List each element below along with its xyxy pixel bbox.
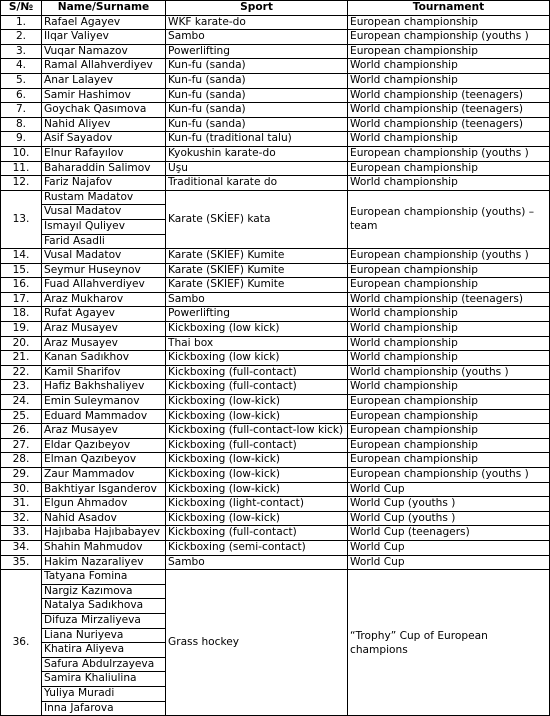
row-number: 23. bbox=[1, 380, 42, 395]
tournament-cell: European championship bbox=[348, 161, 550, 176]
sport-cell: Thai box bbox=[166, 336, 348, 351]
athlete-name: Seymur Huseynov bbox=[42, 263, 166, 278]
row-number: 9. bbox=[1, 132, 42, 147]
table-row bbox=[1, 380, 550, 395]
athlete-name: Hafiz Bakhshaliyev bbox=[42, 380, 166, 395]
row-number: 14. bbox=[1, 249, 42, 264]
athlete-name: Nahid Asadov bbox=[42, 511, 166, 526]
athlete-name: Khatira Aliyeva bbox=[42, 643, 166, 658]
athlete-name: Natalya Sadıkhova bbox=[42, 599, 166, 614]
tournament-cell: World championship bbox=[348, 336, 550, 351]
tournament-cell: World championship bbox=[348, 322, 550, 337]
table-row bbox=[1, 555, 550, 570]
table-row bbox=[1, 511, 550, 526]
table-row bbox=[1, 146, 550, 161]
sport-cell: Kun-fu (sanda) bbox=[166, 103, 348, 118]
table-row bbox=[1, 176, 550, 191]
table-row bbox=[1, 336, 550, 351]
row-number: 25. bbox=[1, 409, 42, 424]
tournament-cell: World championship bbox=[348, 73, 550, 88]
table-row bbox=[1, 540, 550, 555]
athlete-name: Araz Mukharov bbox=[42, 292, 166, 307]
table-row bbox=[1, 570, 550, 585]
row-number: 26. bbox=[1, 424, 42, 439]
athlete-name: Zaur Mammadov bbox=[42, 468, 166, 483]
tournament-cell: World championship (teenagers) bbox=[348, 88, 550, 103]
table-row bbox=[1, 73, 550, 88]
tournament-cell: World championship bbox=[348, 176, 550, 191]
sport-cell: Kickboxing (low-kick) bbox=[166, 395, 348, 410]
tournament-cell: World Cup (teenagers) bbox=[348, 526, 550, 541]
athlete-name: Difuza Mirzaliyeva bbox=[42, 613, 166, 628]
athlete-name: Araz Musayev bbox=[42, 424, 166, 439]
table-row bbox=[1, 351, 550, 366]
table-row bbox=[1, 249, 550, 264]
sport-cell: Kickboxing (full-contact) bbox=[166, 365, 348, 380]
tournament-cell: European championship bbox=[348, 438, 550, 453]
row-number: 32. bbox=[1, 511, 42, 526]
sport-cell: Sambo bbox=[166, 292, 348, 307]
table-row bbox=[1, 88, 550, 103]
table-row bbox=[1, 103, 550, 118]
table-row bbox=[1, 30, 550, 45]
tournament-cell: World Cup (youths ) bbox=[348, 511, 550, 526]
sport-cell: Kyokushin karate-do bbox=[166, 146, 348, 161]
table-row bbox=[1, 307, 550, 322]
athlete-name: Eldar Qazıbeyov bbox=[42, 438, 166, 453]
athlete-name: Emin Suleymanov bbox=[42, 395, 166, 410]
athlete-name: Elnur Rafayılov bbox=[42, 146, 166, 161]
table-row bbox=[1, 453, 550, 468]
row-number: 36. bbox=[1, 570, 42, 716]
table-body bbox=[1, 15, 550, 716]
table-row bbox=[1, 190, 550, 205]
row-number: 4. bbox=[1, 59, 42, 74]
athlete-name: Samira Khaliulina bbox=[42, 672, 166, 687]
athlete-name: Elman Qazıbeyov bbox=[42, 453, 166, 468]
tournament-cell: World championship (youths ) bbox=[348, 365, 550, 380]
sport-cell: Kun-fu (sanda) bbox=[166, 88, 348, 103]
tournament-cell: World Cup bbox=[348, 482, 550, 497]
row-number: 31. bbox=[1, 497, 42, 512]
tournament-cell: European championship bbox=[348, 15, 550, 30]
athlete-name: Safura Abdulrzayeva bbox=[42, 657, 166, 672]
sport-cell: Kickboxing (low-kick) bbox=[166, 409, 348, 424]
row-number: 30. bbox=[1, 482, 42, 497]
athlete-name: Vusal Madatov bbox=[42, 205, 166, 220]
athlete-name: Kamil Sharifov bbox=[42, 365, 166, 380]
row-number: 22. bbox=[1, 365, 42, 380]
row-number: 34. bbox=[1, 540, 42, 555]
table-row bbox=[1, 409, 550, 424]
athlete-name: Fuad Allahverdiyev bbox=[42, 278, 166, 293]
row-number: 3. bbox=[1, 44, 42, 59]
sport-cell: Sambo bbox=[166, 30, 348, 45]
athlete-name: Goychak Qasımova bbox=[42, 103, 166, 118]
row-number: 18. bbox=[1, 307, 42, 322]
athlete-name: Shahin Mahmudov bbox=[42, 540, 166, 555]
athlete-name: Hakim Nazaraliyev bbox=[42, 555, 166, 570]
athlete-name: Rustam Madatov bbox=[42, 190, 166, 205]
tournament-cell: World championship (teenagers) bbox=[348, 292, 550, 307]
athlete-name: Rafael Agayev bbox=[42, 15, 166, 30]
athlete-name: İlqar Valiyev bbox=[42, 30, 166, 45]
tournament-cell: World Cup (youths ) bbox=[348, 497, 550, 512]
row-number: 16. bbox=[1, 278, 42, 293]
tournament-cell: European championship bbox=[348, 263, 550, 278]
sport-cell: Kickboxing (low kick) bbox=[166, 351, 348, 366]
table-row bbox=[1, 322, 550, 337]
sport-cell: Kun-fu (sanda) bbox=[166, 117, 348, 132]
tournament-cell: World Cup bbox=[348, 540, 550, 555]
athlete-name: Araz Musayev bbox=[42, 336, 166, 351]
sport-cell: Karate (SKİEF) kata bbox=[166, 190, 348, 248]
tournament-cell: World championship bbox=[348, 307, 550, 322]
athlete-name: Tatyana Fomina bbox=[42, 570, 166, 585]
table-row bbox=[1, 497, 550, 512]
sport-cell: Sambo bbox=[166, 555, 348, 570]
row-number: 35. bbox=[1, 555, 42, 570]
tournament-cell: European championship bbox=[348, 424, 550, 439]
athlete-name: Anar Lalayev bbox=[42, 73, 166, 88]
tournament-cell: World championship bbox=[348, 351, 550, 366]
row-number: 6. bbox=[1, 88, 42, 103]
table-row bbox=[1, 395, 550, 410]
row-number: 12. bbox=[1, 176, 42, 191]
tournament-cell: European championship (youths ) bbox=[348, 30, 550, 45]
tournament-cell: World Cup bbox=[348, 555, 550, 570]
athlete-name: Elgun Ahmadov bbox=[42, 497, 166, 512]
sport-cell: Grass hockey bbox=[166, 570, 348, 716]
tournament-cell: World championship bbox=[348, 59, 550, 74]
row-number: 15. bbox=[1, 263, 42, 278]
row-number: 19. bbox=[1, 322, 42, 337]
tournament-cell: World championship bbox=[348, 132, 550, 147]
sport-cell: Kun-fu (sanda) bbox=[166, 73, 348, 88]
sport-cell: Kun-fu (sanda) bbox=[166, 59, 348, 74]
athlete-name: Baharaddin Salimov bbox=[42, 161, 166, 176]
sport-cell: Kickboxing (full-contact) bbox=[166, 380, 348, 395]
athlete-name: Kanan Sadıkhov bbox=[42, 351, 166, 366]
row-number: 21. bbox=[1, 351, 42, 366]
tournament-cell: “Trophy” Cup of European champions bbox=[348, 570, 550, 716]
row-number: 11. bbox=[1, 161, 42, 176]
sport-cell: Karate (SKİEF) Kumite bbox=[166, 278, 348, 293]
tournament-cell: World championship bbox=[348, 380, 550, 395]
athlete-name: Vuqar Namazov bbox=[42, 44, 166, 59]
athlete-name: Eduard Mammadov bbox=[42, 409, 166, 424]
tournament-cell: European championship bbox=[348, 395, 550, 410]
row-number: 13. bbox=[1, 190, 42, 248]
table-row bbox=[1, 278, 550, 293]
row-number: 20. bbox=[1, 336, 42, 351]
table-row bbox=[1, 117, 550, 132]
athlete-name: Araz Musayev bbox=[42, 322, 166, 337]
table-row bbox=[1, 438, 550, 453]
header-tournament: Tournament bbox=[348, 1, 550, 16]
athlete-name: Fariz Najafov bbox=[42, 176, 166, 191]
tournament-cell: World championship (teenagers) bbox=[348, 117, 550, 132]
sport-cell: Kickboxing (low-kick) bbox=[166, 468, 348, 483]
sport-cell: Kickboxing (full-contact-low kick) bbox=[166, 424, 348, 439]
tournament-cell: World championship (teenagers) bbox=[348, 103, 550, 118]
table-row bbox=[1, 292, 550, 307]
tournament-cell: European championship (youths ) bbox=[348, 468, 550, 483]
row-number: 27. bbox=[1, 438, 42, 453]
athlete-name: Samir Hashimov bbox=[42, 88, 166, 103]
row-number: 1. bbox=[1, 15, 42, 30]
athlete-name: Asif Sayadov bbox=[42, 132, 166, 147]
table-row bbox=[1, 161, 550, 176]
athlete-name: Ramal Allahverdiyev bbox=[42, 59, 166, 74]
tournament-cell: European championship bbox=[348, 44, 550, 59]
table-row bbox=[1, 526, 550, 541]
sport-cell: WKF karate-do bbox=[166, 15, 348, 30]
table-row bbox=[1, 482, 550, 497]
table-row bbox=[1, 468, 550, 483]
row-number: 33. bbox=[1, 526, 42, 541]
row-number: 5. bbox=[1, 73, 42, 88]
table-header-row bbox=[1, 1, 550, 16]
athlete-name: Liana Nuriyeva bbox=[42, 628, 166, 643]
athlete-name: Hajıbaba Hajıbabayev bbox=[42, 526, 166, 541]
row-number: 28. bbox=[1, 453, 42, 468]
tournament-cell: European championship (youths ) bbox=[348, 249, 550, 264]
tournament-cell: European championship bbox=[348, 278, 550, 293]
row-number: 10. bbox=[1, 146, 42, 161]
table-row bbox=[1, 263, 550, 278]
table-row bbox=[1, 59, 550, 74]
row-number: 2. bbox=[1, 30, 42, 45]
sport-cell: Karate (SKİEF) Kumite bbox=[166, 263, 348, 278]
athlete-name: Farid Asadli bbox=[42, 234, 166, 249]
header-sport: Sport bbox=[166, 1, 348, 16]
row-number: 8. bbox=[1, 117, 42, 132]
athlete-name: Yuliya Muradi bbox=[42, 686, 166, 701]
table-row bbox=[1, 15, 550, 30]
tournament-cell: European championship (youths) –team bbox=[348, 190, 550, 248]
athlete-name: İsmayıl Quliyev bbox=[42, 219, 166, 234]
athlete-name: Nargiz Kazımova bbox=[42, 584, 166, 599]
sport-cell: Kickboxing (light-contact) bbox=[166, 497, 348, 512]
table-row bbox=[1, 365, 550, 380]
sport-cell: Powerlifting bbox=[166, 44, 348, 59]
athlete-name: Vusal Madatov bbox=[42, 249, 166, 264]
sport-cell: Uşu bbox=[166, 161, 348, 176]
athlete-name: Rufat Agayev bbox=[42, 307, 166, 322]
sport-cell: Kickboxing (full-contact) bbox=[166, 438, 348, 453]
sport-cell: Traditional karate do bbox=[166, 176, 348, 191]
table-row bbox=[1, 424, 550, 439]
athlete-name: İnna Jafarova bbox=[42, 701, 166, 716]
row-number: 7. bbox=[1, 103, 42, 118]
table-row bbox=[1, 44, 550, 59]
tournament-cell: European championship (youths ) bbox=[348, 146, 550, 161]
row-number: 17. bbox=[1, 292, 42, 307]
tournament-cell: European championship bbox=[348, 409, 550, 424]
header-num: S/№ bbox=[1, 1, 42, 16]
table-row bbox=[1, 132, 550, 147]
sport-cell: Kickboxing (low-kick) bbox=[166, 453, 348, 468]
sport-cell: Karate (SKİEF) Kumite bbox=[166, 249, 348, 264]
row-number: 29. bbox=[1, 468, 42, 483]
athlete-name: Bakhtiyar İsganderov bbox=[42, 482, 166, 497]
athlete-name: Nahid Aliyev bbox=[42, 117, 166, 132]
sport-cell: Kickboxing (low-kick) bbox=[166, 511, 348, 526]
sport-cell: Kickboxing (low kick) bbox=[166, 322, 348, 337]
sport-cell: Kickboxing (full-contact) bbox=[166, 526, 348, 541]
sport-cell: Kickboxing (semi-contact) bbox=[166, 540, 348, 555]
tournament-cell: European championship bbox=[348, 453, 550, 468]
sport-cell: Kickboxing (low-kick) bbox=[166, 482, 348, 497]
row-number: 24. bbox=[1, 395, 42, 410]
header-name: Name/Surname bbox=[42, 1, 166, 16]
sport-cell: Kun-fu (traditional talu) bbox=[166, 132, 348, 147]
sport-cell: Powerlifting bbox=[166, 307, 348, 322]
